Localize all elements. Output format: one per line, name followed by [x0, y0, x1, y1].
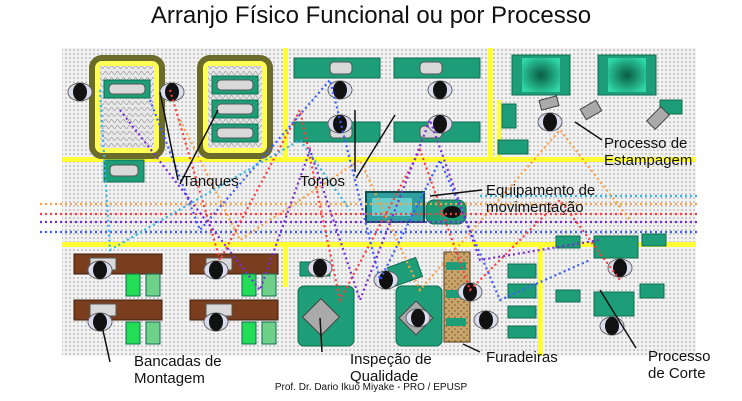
- label-corte-l2: de Corte: [648, 365, 706, 382]
- operator-head: [379, 271, 393, 289]
- label-equipamento-l2: movimentação: [486, 199, 584, 216]
- operator-head: [433, 81, 447, 99]
- label-estampagem-l2: Estampagem: [604, 152, 693, 169]
- operator-head: [411, 309, 425, 327]
- operator-head: [209, 313, 223, 331]
- operator-head: [543, 113, 557, 131]
- label-bancadas-l2: Montagem: [134, 370, 205, 387]
- label-bancadas-l1: Bancadas de: [134, 353, 222, 370]
- label-tanques: Tanques: [182, 173, 239, 190]
- operator-head: [93, 261, 107, 279]
- credit-line: Prof. Dr. Dario Ikuo Miyake - PRO / EPUSP: [274, 382, 468, 393]
- label-inspecao-l1: Inspeção de: [350, 351, 432, 368]
- tank-small: [104, 160, 144, 182]
- label-corte-l1: Processo: [648, 348, 711, 365]
- label-inspecao-l2: Qualidade: [350, 368, 419, 385]
- tank-right: [200, 58, 270, 156]
- label-equipamento-l1: Equipamento de: [486, 182, 596, 199]
- operator-head: [93, 313, 107, 331]
- operator-head: [73, 83, 87, 101]
- operator-head: [433, 115, 447, 133]
- operator-head: [313, 259, 327, 277]
- operator-head: [605, 317, 619, 335]
- operator-head: [333, 81, 347, 99]
- operator-head: [209, 261, 223, 279]
- operator-head: [613, 259, 627, 277]
- operator-head: [479, 311, 493, 329]
- label-estampagem-l1: Processo de: [604, 135, 688, 152]
- label-furadeiras: Furadeiras: [486, 349, 558, 366]
- page-title: Arranjo Físico Funcional ou por Processo: [150, 2, 592, 29]
- operator-head: [165, 83, 179, 101]
- label-tornos: Tornos: [300, 173, 346, 190]
